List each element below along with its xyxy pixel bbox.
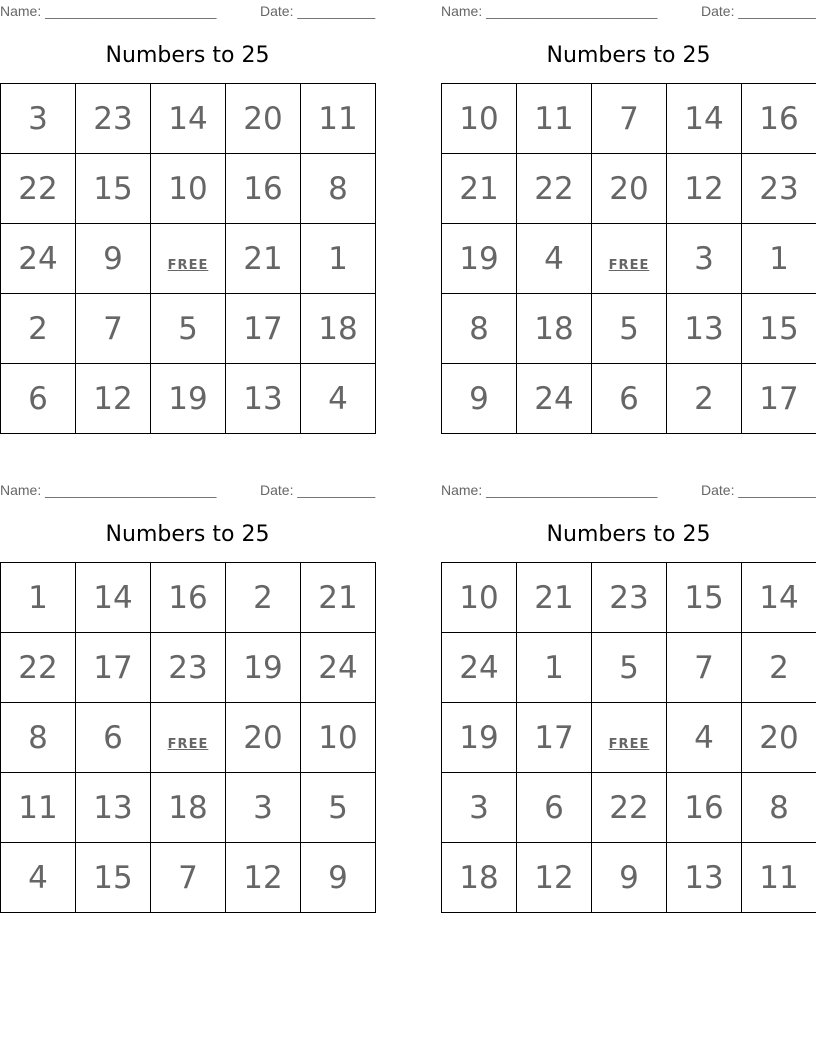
grid-cell: 22	[592, 773, 667, 843]
grid-cell: 5	[592, 294, 667, 364]
grid-cell: 12	[76, 364, 151, 434]
grid-row	[442, 84, 816, 154]
grid-cell: 23	[151, 633, 226, 703]
grid-cell: 7	[667, 633, 742, 703]
grid-row	[1, 773, 376, 843]
grid-cell: 5	[301, 773, 376, 843]
card-header	[441, 481, 816, 499]
grid-cell: 11	[742, 843, 816, 913]
free-label: FREE	[167, 736, 209, 752]
date-field-label: Date: __________	[260, 482, 376, 498]
bingo-grid	[441, 562, 816, 913]
grid-cell: 20	[592, 154, 667, 224]
date-field-label: Date: __________	[701, 3, 816, 19]
grid-cell: 12	[517, 843, 592, 913]
grid-cell: 3	[1, 84, 76, 154]
grid-cell: 10	[442, 84, 517, 154]
grid-cell: 16	[151, 563, 226, 633]
grid-cell: 10	[301, 703, 376, 773]
grid-cell: 8	[442, 294, 517, 364]
card-title: Numbers to 25	[546, 43, 711, 68]
grid-cell: 14	[742, 563, 816, 633]
name-field-label: Name: ______________________	[0, 3, 217, 19]
grid-row	[1, 843, 376, 913]
grid-cell: 19	[226, 633, 301, 703]
grid-cell: 7	[151, 843, 226, 913]
grid-cell: 9	[442, 364, 517, 434]
grid-cell: 17	[226, 294, 301, 364]
grid-cell: 5	[151, 294, 226, 364]
grid-cell: 18	[151, 773, 226, 843]
free-cell	[592, 703, 667, 773]
grid-row	[442, 633, 816, 703]
grid-cell: 2	[667, 364, 742, 434]
grid-cell: 24	[517, 364, 592, 434]
grid-cell: 13	[667, 294, 742, 364]
bingo-card-4	[441, 479, 816, 913]
grid-cell: 24	[442, 633, 517, 703]
grid-cell: 6	[517, 773, 592, 843]
grid-cell: 5	[592, 633, 667, 703]
grid-cell: 22	[517, 154, 592, 224]
grid-cell: 6	[1, 364, 76, 434]
grid-cell: 13	[667, 843, 742, 913]
grid-cell: 14	[151, 84, 226, 154]
grid-cell: 19	[442, 224, 517, 294]
bingo-card-3	[0, 479, 375, 913]
grid-cell: 3	[226, 773, 301, 843]
free-cell	[151, 224, 226, 294]
grid-cell: 21	[301, 563, 376, 633]
grid-cell: 11	[301, 84, 376, 154]
card-header	[0, 2, 375, 20]
grid-cell: 4	[1, 843, 76, 913]
grid-cell: 16	[742, 84, 816, 154]
grid-cell: 11	[1, 773, 76, 843]
grid-cell: 6	[76, 703, 151, 773]
grid-cell: 9	[592, 843, 667, 913]
grid-row	[442, 364, 816, 434]
grid-cell: 8	[1, 703, 76, 773]
grid-cell: 14	[667, 84, 742, 154]
grid-cell: 20	[226, 84, 301, 154]
grid-row	[1, 224, 376, 294]
grid-row	[1, 154, 376, 224]
grid-cell: 7	[76, 294, 151, 364]
grid-cell: 18	[301, 294, 376, 364]
card-header	[0, 481, 375, 499]
free-label: FREE	[608, 257, 650, 273]
grid-cell: 23	[592, 563, 667, 633]
grid-cell: 7	[592, 84, 667, 154]
grid-cell: 2	[1, 294, 76, 364]
grid-cell: 1	[1, 563, 76, 633]
grid-cell: 21	[517, 563, 592, 633]
grid-cell: 1	[301, 224, 376, 294]
grid-row	[1, 563, 376, 633]
grid-cell: 24	[301, 633, 376, 703]
grid-cell: 2	[742, 633, 816, 703]
grid-cell: 8	[301, 154, 376, 224]
grid-cell: 4	[667, 703, 742, 773]
name-field-label: Name: ______________________	[441, 482, 658, 498]
grid-cell: 16	[667, 773, 742, 843]
card-header	[441, 2, 816, 20]
free-cell	[151, 703, 226, 773]
bingo-grid	[0, 562, 376, 913]
grid-row	[442, 294, 816, 364]
grid-cell: 18	[517, 294, 592, 364]
grid-cell: 24	[1, 224, 76, 294]
grid-cell: 22	[1, 154, 76, 224]
card-title: Numbers to 25	[105, 522, 270, 547]
grid-cell: 13	[76, 773, 151, 843]
grid-cell: 20	[742, 703, 816, 773]
grid-cell: 13	[226, 364, 301, 434]
grid-cell: 15	[742, 294, 816, 364]
grid-cell: 4	[517, 224, 592, 294]
bingo-grid	[441, 83, 816, 434]
grid-cell: 10	[151, 154, 226, 224]
grid-row	[1, 84, 376, 154]
grid-cell: 21	[226, 224, 301, 294]
grid-cell: 17	[742, 364, 816, 434]
bingo-card-2	[441, 0, 816, 434]
grid-row	[1, 294, 376, 364]
grid-cell: 23	[742, 154, 816, 224]
date-field-label: Date: __________	[701, 482, 816, 498]
grid-cell: 14	[76, 563, 151, 633]
date-field-label: Date: __________	[260, 3, 376, 19]
grid-cell: 10	[442, 563, 517, 633]
grid-cell: 16	[226, 154, 301, 224]
grid-cell: 17	[76, 633, 151, 703]
grid-cell: 6	[592, 364, 667, 434]
grid-cell: 12	[667, 154, 742, 224]
free-cell	[592, 224, 667, 294]
grid-row	[442, 843, 816, 913]
grid-cell: 9	[301, 843, 376, 913]
free-label: FREE	[608, 736, 650, 752]
grid-cell: 19	[151, 364, 226, 434]
grid-row	[442, 154, 816, 224]
grid-cell: 20	[226, 703, 301, 773]
grid-cell: 1	[742, 224, 816, 294]
grid-cell: 23	[76, 84, 151, 154]
grid-row	[442, 703, 816, 773]
name-field-label: Name: ______________________	[441, 3, 658, 19]
grid-cell: 9	[76, 224, 151, 294]
name-field-label: Name: ______________________	[0, 482, 217, 498]
card-title: Numbers to 25	[546, 522, 711, 547]
grid-row	[1, 364, 376, 434]
grid-cell: 15	[76, 843, 151, 913]
grid-cell: 2	[226, 563, 301, 633]
grid-cell: 21	[442, 154, 517, 224]
grid-cell: 3	[667, 224, 742, 294]
grid-row	[1, 633, 376, 703]
grid-cell: 12	[226, 843, 301, 913]
grid-cell: 3	[442, 773, 517, 843]
grid-row	[1, 703, 376, 773]
card-title: Numbers to 25	[105, 43, 270, 68]
grid-cell: 22	[1, 633, 76, 703]
grid-cell: 17	[517, 703, 592, 773]
bingo-card-1	[0, 0, 375, 434]
grid-cell: 19	[442, 703, 517, 773]
grid-row	[442, 224, 816, 294]
grid-cell: 18	[442, 843, 517, 913]
grid-cell: 11	[517, 84, 592, 154]
grid-cell: 4	[301, 364, 376, 434]
grid-cell: 8	[742, 773, 816, 843]
grid-row	[442, 773, 816, 843]
grid-row	[442, 563, 816, 633]
free-label: FREE	[167, 257, 209, 273]
grid-cell: 15	[667, 563, 742, 633]
grid-cell: 15	[76, 154, 151, 224]
bingo-grid	[0, 83, 376, 434]
grid-cell: 1	[517, 633, 592, 703]
